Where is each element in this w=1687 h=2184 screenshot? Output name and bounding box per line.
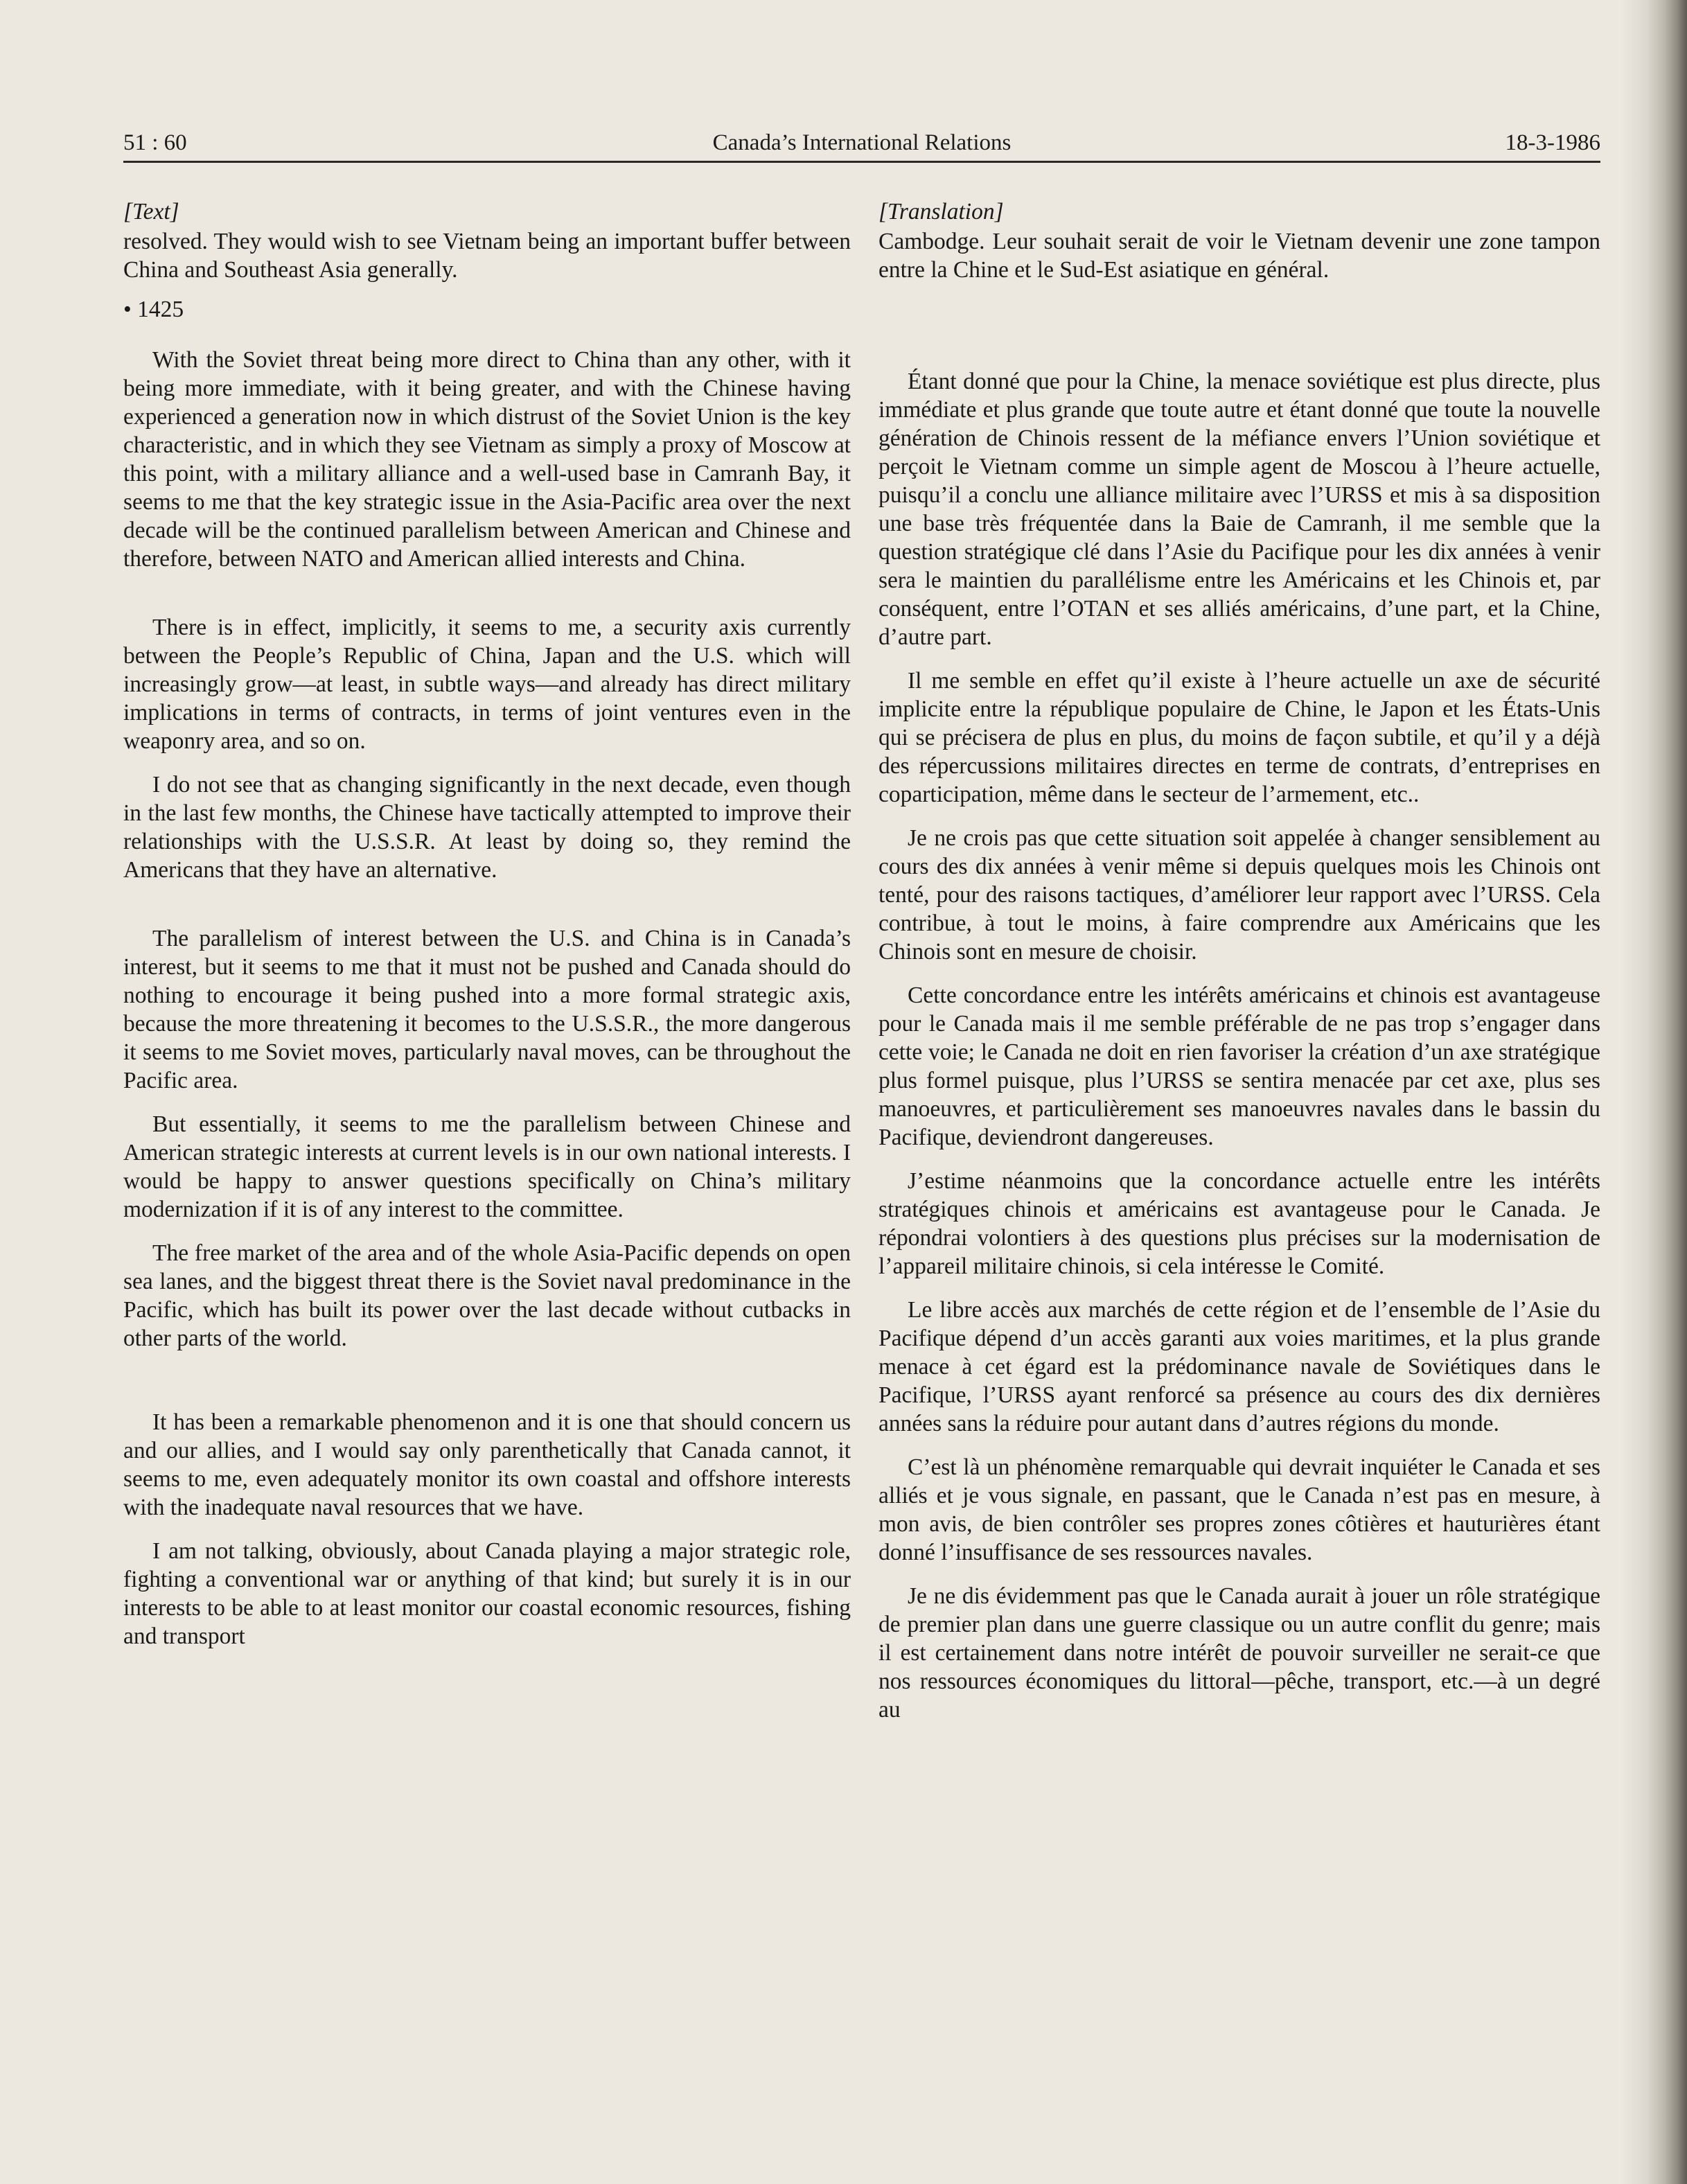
page-number: 51 : 60 <box>123 130 187 155</box>
binding-shadow <box>1621 0 1649 2184</box>
french-paragraph: Cette concordance entre les intérêts américains et chinois est avantageuse pour le Canada mais il me semble préférable de ne pas trop s’engager dans cette voie; le Canada ne doit en rien favoriser la création d’un axe stratégique plus formel puisque, plus l’URSS se sentira menacée par cet axe, plus ses manoeuvres, et particulièrement ses manoeuvres navales dans le bassin du Pacifique, deviendront dangereuses. <box>878 983 1600 1150</box>
english-paragraph: resolved. They would wish to see Vietnam being an important buffer between China and Southeast Asia generally. <box>123 229 851 283</box>
english-label: [Text] <box>123 199 179 224</box>
header-rule <box>123 161 1600 163</box>
french-column <box>878 197 1600 1724</box>
english-paragraph: I do not see that as changing significantly in the next decade, even though in the last few months, the Chinese have tactically attempted to improve their relationships with the U.S.S.R. At least by doing so, they remind the Americans that they have an alternative. <box>123 772 851 883</box>
french-paragraph: Le libre accès aux marchés de cette région et de l’ensemble de l’Asie du Pacifique dépend d’un accès garanti aux voies maritimes, et la plus grande menace à cet égard est la prédominance navale de Soviétiques dans le Pacifique, l’URSS ayant renforcé sa présence au cours des dix dernières années sans la réduire pour autant dans d’autres régions du monde. <box>878 1297 1600 1436</box>
french-label: [Translation] <box>878 199 1004 224</box>
english-paragraph: There is in effect, implicitly, it seems to me, a security axis currently between the People’s Republic of China, Japan and the U.S. which will increasingly grow—at least, in subtle ways—and already has direct military implications in terms of contracts, in terms of joint ventures even in the weaponry area, and so on. <box>123 615 851 754</box>
time-marker: • 1425 <box>123 297 184 322</box>
english-paragraph: The parallelism of interest between the U.S. and China is in Canada’s interest, but it seems to me that it must not be pushed and Canada should do nothing to encourage it being pushed into a more formal strategic axis, because the more threatening it becomes to the U.S.S.R., the more dangerous it seems to me Soviet moves, particularly naval moves, can be throughout the Pacific area. <box>123 926 851 1093</box>
french-paragraph: Il me semble en effet qu’il existe à l’heure actuelle un axe de sécurité implicite entre la république populaire de Chine, le Japon et les États-Unis qui se précisera de plus en plus, du moins de façon subtile, et qu’il y a déjà des répercussions militaires directes en terme de contrats, d’entreprises en coparticipation, même dans le secteur de l’armement, etc.. <box>878 668 1600 807</box>
english-paragraph: The free market of the area and of the whole Asia-Pacific depends on open sea lanes, and the biggest threat there is the Soviet naval predominance in the Pacific, which has built its power over the last decade without cutbacks in other parts of the world. <box>123 1240 851 1351</box>
french-paragraph: Je ne dis évidemment pas que le Canada aurait à jouer un rôle stratégique de premier plan dans une guerre classique ou un autre conflit du genre; mais il est certainement dans notre intérêt de pouvoir surveiller ne serait-ce que nos ressources économiques du littoral—pêche, transport, etc.—à un degré au <box>878 1583 1600 1723</box>
french-paragraph: Cambodge. Leur souhait serait de voir le Vietnam devenir une zone tampon entre la Chine et le Sud-Est asiatique en général. <box>878 229 1600 283</box>
english-paragraph: I am not talking, obviously, about Canada playing a major strategic role, fighting a conventional war or anything of that kind; but surely it is in our interests to be able to at least monitor our coastal economic resources, fishing and transport <box>123 1538 851 1649</box>
english-column <box>123 197 851 1650</box>
french-paragraph: Je ne crois pas que cette situation soit appelée à changer sensiblement au cours des dix années à venir même si depuis quelques mois les Chinois ont tenté, pour des raisons tactiques, d’améliorer leur rapport avec l’URSS. Cela contribue, à tout le moins, à faire comprendre aux Américains que les Chinois sont en mesure de choisir. <box>878 825 1600 965</box>
french-paragraph: Étant donné que pour la Chine, la menace soviétique est plus directe, plus immédiate et plus grande que toute autre et étant donné que toute la nouvelle génération de Chinois ressent de la méfiance envers l’Union soviétique et perçoit le Vietnam comme un simple agent de Moscou à l’heure actuelle, puisqu’il a conclu une alliance militaire avec l’URSS et mis à sa disposition une base très fréquentée dans la Baie de Camranh, il me semble que la question stratégique clé dans l’Asie du Pacifique pour les dix années à venir sera le maintien du parallélisme entre les Américains et les Chinois et, par conséquent, entre l’OTAN et ses alliés américains, d’une part, et la Chine, d’autre part. <box>878 369 1600 650</box>
english-paragraph: It has been a remarkable phenomenon and it is one that should concern us and our allies, and I would say only parenthetically that Canada cannot, it seems to me, even adequately monitor its own coastal and offshore interests with the inadequate naval resources that we have. <box>123 1409 851 1520</box>
french-paragraph: J’estime néanmoins que la concordance actuelle entre les intérêts stratégiques chinois et américains est avantageuse pour le Canada. Je répondrai volontiers à des questions plus précises sur la modernisation de l’appareil militaire chinois, si cela intéresse le Comité. <box>878 1168 1600 1279</box>
publication-title: Canada’s International Relations <box>712 130 1012 155</box>
page-header <box>123 125 1600 161</box>
book-spine <box>1649 0 1687 2184</box>
publication-date: 18-3-1986 <box>1505 130 1600 155</box>
french-paragraph: C’est là un phénomène remarquable qui devrait inquiéter le Canada et ses alliés et je vous signale, en passant, que le Canada n’est pas en mesure, à mon avis, de bien contrôler ses propres zones côtières et hauturières étant donné l’insuffisance de ses ressources navales. <box>878 1454 1600 1565</box>
english-paragraph: But essentially, it seems to me the parallelism between Chinese and American strategic interests at current levels is in our own national interests. I would be happy to answer questions specifically on China’s military modernization if it is of any interest to the committee. <box>123 1111 851 1222</box>
english-paragraph: With the Soviet threat being more direct to China than any other, with it being more immediate, with it being greater, and with the Chinese having experienced a generation now in which distrust of the Soviet Union is the key characteristic, and in which they see Vietnam as simply a proxy of Moscow at this point, with a military alliance and a well-used base in Camranh Bay, it seems to me that the key strategic issue in the Asia-Pacific area over the next decade will be the continued parallelism between American and Chinese and therefore, between NATO and American allied interests and China. <box>123 347 851 572</box>
